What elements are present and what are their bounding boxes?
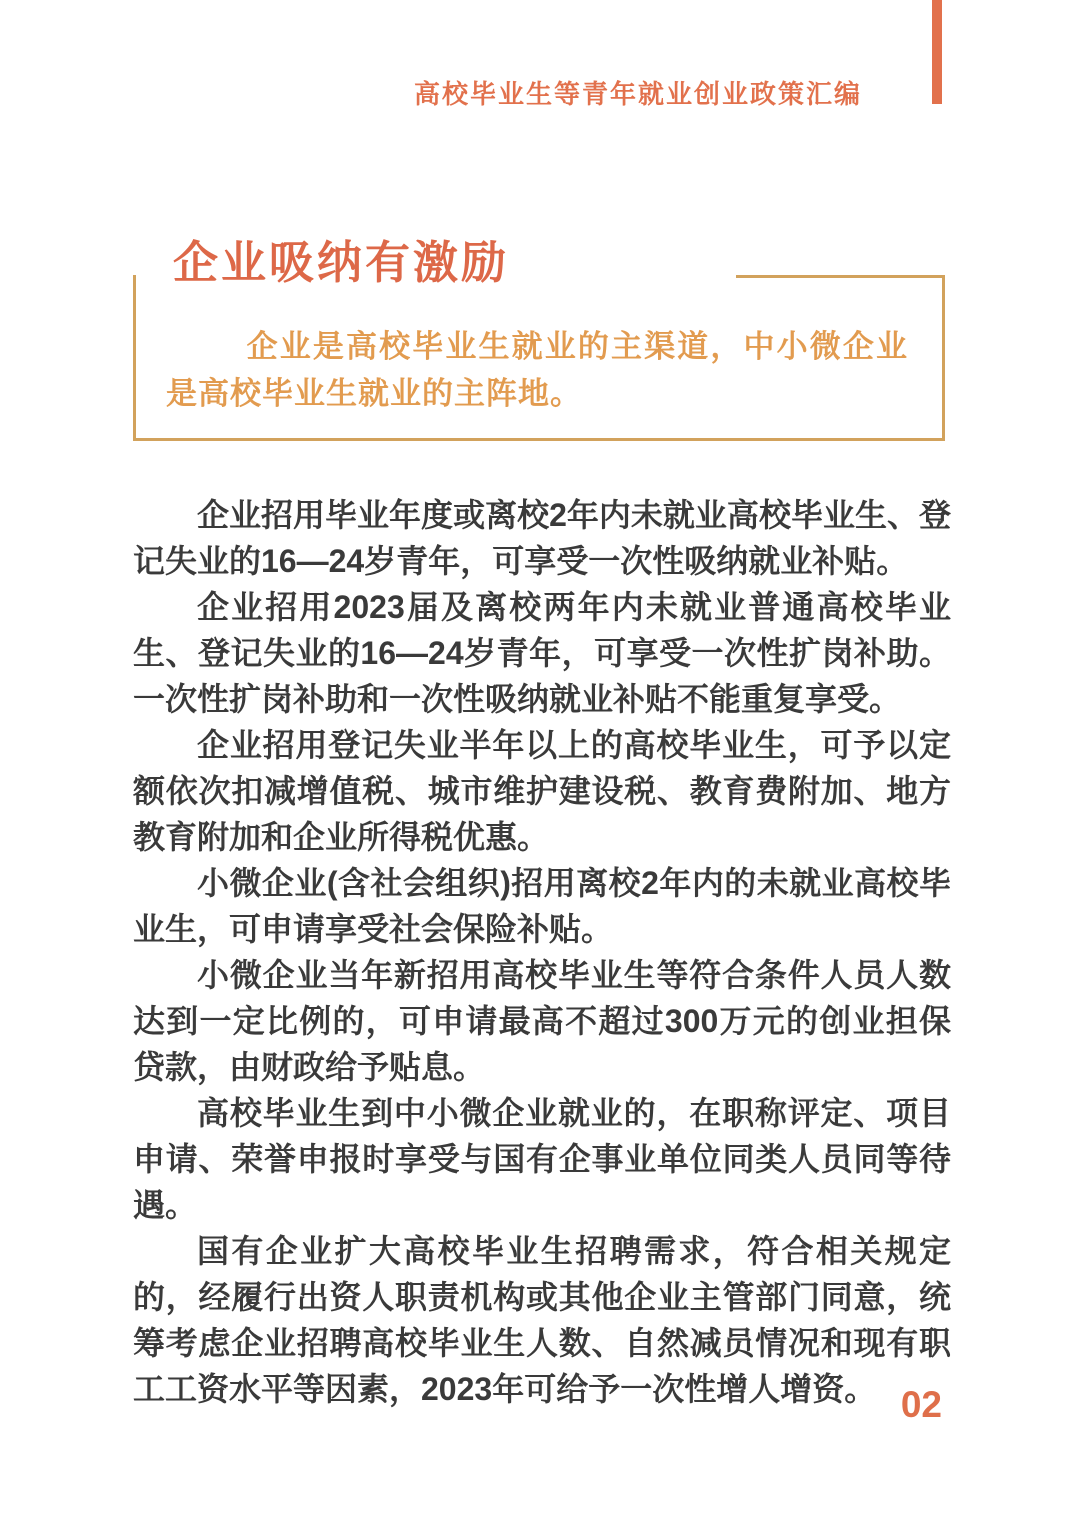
paragraph: 企业招用登记失业半年以上的高校毕业生，可予以定额依次扣减增值税、城市维护建设税、教育费附加、地方教育附加和企业所得税优惠。 xyxy=(133,727,951,855)
highlight-box xyxy=(133,275,945,441)
paragraph: 企业招用2023届及离校两年内未就业普通高校毕业生、登记失业的16—24岁青年，可享受一次性扩岗补助。一次性扩岗补助和一次性吸纳就业补贴不能重复享受。 xyxy=(133,589,951,717)
header-accent-bar xyxy=(932,0,942,104)
paragraph: 小微企业(含社会组织)招用离校2年内的未就业高校毕业生，可申请享受社会保险补贴。 xyxy=(133,865,951,947)
paragraph: 国有企业扩大高校毕业生招聘需求，符合相关规定的，经履行出资人职责机构或其他企业主管部门同意，统筹考虑企业招聘高校毕业生人数、自然减员情况和现有职工工资水平等因素，2023年可给予一次性增人增资。 xyxy=(133,1233,951,1407)
body-paragraphs xyxy=(133,492,951,1412)
page-number: 02 xyxy=(900,1384,942,1425)
paragraph: 高校毕业生到中小微企业就业的，在职称评定、项目申请、荣誉申报时享受与国有企事业单位同类人员同等待遇。 xyxy=(133,1095,951,1223)
running-head: 高校毕业生等青年就业创业政策汇编 xyxy=(413,79,862,109)
section-title: 企业吸纳有激励 xyxy=(173,237,510,289)
paragraph: 企业招用毕业年度或离校2年内未就业高校毕业生、登记失业的16—24岁青年，可享受一次性吸纳就业补贴。 xyxy=(133,497,951,579)
paragraph: 小微企业当年新招用高校毕业生等符合条件人员人数达到一定比例的，可申请最高不超过300万元的创业担保贷款，由财政给予贴息。 xyxy=(133,957,951,1085)
highlight-text: 企业是高校毕业生就业的主渠道，中小微企业是高校毕业生就业的主阵地。 xyxy=(166,329,908,411)
highlight-box-top-border-segment xyxy=(736,275,945,278)
